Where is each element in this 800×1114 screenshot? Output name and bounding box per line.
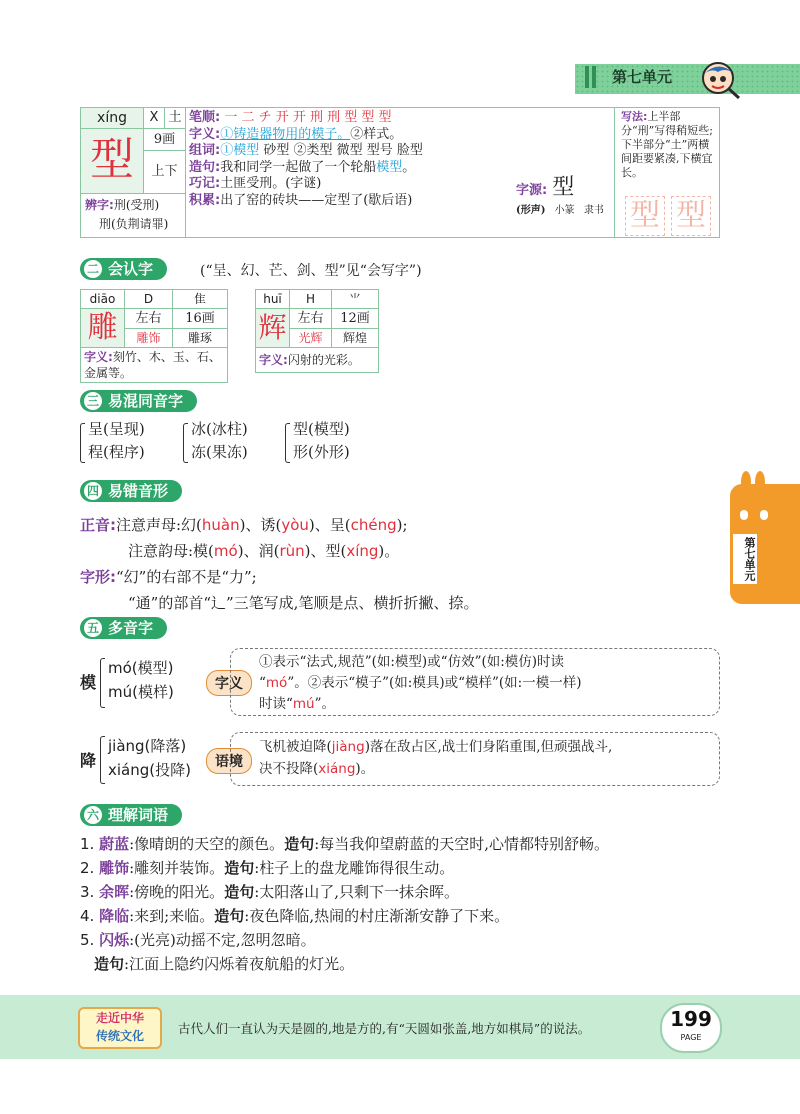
xingsheng-tag: (形声) [516,205,546,216]
text: )。 [378,542,400,560]
section-title: 理解词语 [108,806,169,824]
bianzi-cell [80,193,186,238]
qiaoji-label: 巧记: [189,176,221,191]
unit-side-tab [730,484,800,604]
polyphone-char: 降 [80,751,97,770]
definition: (光亮)动摇不定,忽明忽暗。 [134,931,316,949]
definition: 傍晚的阳光。 [134,883,225,901]
zaoju-label: 造句 [284,835,315,853]
page-number: 199 [670,1007,712,1031]
section-heading [80,480,182,502]
page-label: PAGE [680,1033,702,1042]
radical-letter-cell [143,107,165,129]
ziyuan-char: 型 [552,175,579,200]
badge-line-1: 走近中华 [95,1011,144,1025]
homophone-group [80,418,172,464]
pinyin-red: huàn [201,516,240,534]
text: 飞机被迫降( [259,739,332,755]
item-num: 5. [80,931,95,949]
pinyin-cell [80,107,144,129]
ziyi: 闪射的光彩。 [287,353,360,367]
text: ); [396,516,408,534]
bianzi-2: 刑(负荆请罪) [99,217,169,231]
zaoju-label: 造句 [94,955,125,973]
badge-line-2: 传统文化 [95,1029,144,1043]
unit-title: 第七单元 [612,68,673,86]
list-item: 3. 余晖:傍晚的阳光。造句:太阳落山了,只剩下一抹余晖。 [80,883,460,901]
section-number: 三 [84,392,102,410]
structure: 左右 [297,311,324,326]
jilei-label: 积累: [189,192,221,208]
zaoju-label: 造句 [214,907,245,925]
explanation-box [230,732,720,786]
qiaoji: 土匪受刑。(字谜) [220,176,322,191]
zaoju-label: 造句 [224,859,255,877]
text: ”。 [314,696,336,712]
explanation-box [230,648,720,716]
rabbit-ears-icon [738,470,768,492]
recognize-card-1 [80,289,228,382]
big-char: 辉 [258,311,287,344]
pinyin-red: mó [213,542,238,560]
section-number: 四 [84,482,102,500]
text: )。 [355,761,375,777]
zixing-label: 字形: [80,568,116,586]
definition: 像晴朗的天空的颜色。 [134,835,285,853]
text: 注意韵母:模( [128,542,214,560]
item-num: 4. [80,907,95,925]
bianzi-1: 刑(受刑) [113,198,160,212]
homophone-group [285,418,385,464]
zixing-2: “通”的部首“辶”三笔写成,笔顺是点、横折折撇、捺。 [128,594,479,612]
header-band [575,64,800,94]
item-num: 1. [80,835,95,853]
header-bar-decor [592,66,596,88]
zuci-label: 组词: [189,143,221,158]
side-tab-label: 第七单元 [733,534,757,584]
tag-ziyi: 字义 [206,670,252,696]
section-heading [80,617,167,639]
text: )、润( [237,542,280,560]
writing-char-2: 型 [671,196,711,236]
polyphone-jiang [80,732,720,788]
sentence: 夜色降临,热闹的村庄渐渐安静了下来。 [249,907,510,925]
radical-cell [164,107,186,129]
reading-2: xiáng(投降) [108,761,191,779]
bishun-label: 笔顺: [189,110,221,125]
text: )落在敌占区,战士们身陷重围,但顽强战斗, [364,739,613,755]
section-number: 五 [84,619,102,637]
term: 余晖 [99,883,130,901]
term: 雕饰 [99,859,130,877]
zuci-1: ①模型 [220,143,260,158]
word: 辉煌 [342,331,367,345]
structure: 上下 [151,164,178,179]
jilei: 出了窑的砖块——定型了(歇后语) [220,192,413,208]
xiefa-cell [614,107,720,238]
writing-char-1: 型 [625,196,665,236]
homophone-item: 型(模型) [293,420,350,438]
pinyin-red: yòu [281,516,309,534]
pinyin-red: mú [292,696,315,712]
ziyi-2: ②样式。 [350,126,403,142]
pinyin-red: xíng [346,542,379,560]
pinyin: huī [263,292,282,306]
sentence: 每当我仰望蔚蓝的天空时,心情都特别舒畅。 [319,835,610,853]
homophone-group [183,418,275,464]
strokes-cell [143,128,186,151]
sentence: 太阳落山了,只剩下一抹余晖。 [259,883,460,901]
word-list [80,832,720,976]
strokes: 9画 [153,132,176,147]
big-char: 雕 [87,310,118,345]
pinyin-red: mó [265,675,288,691]
xiefa-text: 上半部分“刑”写得稍短些;下半部分“土”两横间距要紧凑,下横宜长。 [621,110,713,179]
word-red: 光辉 [298,331,323,345]
text: 决不投降( [259,761,319,777]
section-note: (“呈、幻、芒、剑、型”见“会写字”) [200,263,422,279]
xiefa-label: 写法: [621,110,648,123]
reading-2: mú(模样) [108,683,174,701]
zaoju-label: 造句 [224,883,255,901]
radical-letter: D [143,292,154,306]
term: 闪烁 [99,931,130,949]
explanation-line: ①表示“法式,规范”(如:模型)或“仿效”(如:模仿)时读 [259,654,565,670]
char-info-cell [185,107,615,238]
reading-1: mó(模型) [108,659,174,677]
text: )、诱( [239,516,282,534]
tag-yujing: 语境 [206,748,252,774]
text: 注意声母:幻( [116,516,202,534]
header-bar-decor [585,66,589,88]
homophone-item: 形(外形) [293,443,350,461]
radical: 隹 [193,292,206,306]
recognize-card-2 [255,289,379,382]
zixing-1: “幻”的右部不是“力”; [116,568,257,586]
ziyi-1: ①铸造器物用的模子。 [220,126,351,142]
radical-letter: H [305,292,316,306]
ziyi: 刻竹、木、玉、石、金属等。 [84,350,221,380]
big-char: 型 [90,134,134,185]
item-num: 3. [80,883,95,901]
main-char-card [80,107,720,238]
section-heading [80,804,182,826]
error-notes [80,512,640,616]
reading-1: jiàng(降落) [108,737,187,755]
section-number: 六 [84,806,102,824]
big-char-cell [80,128,144,194]
zaoju-label: 造句: [189,159,221,175]
homophone-list [80,418,400,466]
section-title: 易混同音字 [108,392,184,410]
zuci-rest: 砂型 ②类型 微型 型号 脸型 [263,143,423,158]
pinyin-red: rùn [279,542,305,560]
ziyuan-block [516,170,614,216]
definition: 雕刻并装饰。 [134,859,225,877]
pinyin-red: chéng [350,516,397,534]
text: “ [259,675,266,691]
item-num: 2. [80,859,95,877]
homophone-item: 冰(冰柱) [191,420,248,438]
bianzi-label: 辨字: [85,198,114,212]
section-heading [80,390,197,412]
section-title: 易错音形 [108,482,169,500]
footer-text: 古代人们一直认为天是圆的,地是方的,有“天圆如张盖,地方如棋局”的说法。 [178,1021,591,1036]
text: )、呈( [308,516,351,534]
list-item: 造句:江面上隐约闪烁着夜航船的灯光。 [94,955,355,973]
pinyin: xíng [97,110,127,126]
pinyin: diāo [89,292,116,306]
section-title: 会认字 [108,260,154,278]
sentence: 柱子上的盘龙雕饰得很生动。 [259,859,455,877]
xiaozhuan-label: 小篆 [554,205,575,216]
ziyi-label: 字义: [259,353,288,367]
text: 时读“ [259,696,293,712]
list-item: 2. 雕饰:雕刻并装饰。造句:柱子上的盘龙雕饰得很生动。 [80,859,455,877]
sentence: 江面上隐约闪烁着夜航船的灯光。 [129,955,355,973]
pinyin-red: xiáng [318,761,356,777]
polyphone-char: 模 [80,673,97,692]
structure: 左右 [135,311,162,326]
pinyin-red: jiàng [331,739,365,755]
mascot-magnifier-icon [698,60,742,100]
section-number: 二 [84,260,102,278]
structure-cell [143,150,186,194]
text: )、型( [304,542,347,560]
polyphone-mo [80,648,720,718]
strokes: 16画 [185,311,215,326]
homophone-item: 冻(果冻) [191,443,248,461]
word: 雕琢 [187,331,212,345]
text: ”。②表示“模子”(如:模具)或“模样”(如:一模一样) [287,675,582,691]
ziyi-label: 字义: [84,350,113,364]
list-item: 1. 蔚蓝:像晴朗的天空的颜色。造句:每当我仰望蔚蓝的天空时,心情都特别舒畅。 [80,835,610,853]
culture-badge [78,1007,162,1049]
strokes: 12画 [340,311,370,326]
radical-letter: X [149,110,159,125]
homophone-item: 呈(呈现) [88,420,145,438]
section-heading [80,258,167,280]
ziyuan-label: 字源: [516,183,548,198]
zaoju-end: 。 [402,159,416,175]
list-item: 5. 闪烁:(光亮)动摇不定,忽明忽暗。 [80,931,316,949]
list-item: 4. 降临:来到;来临。造句:夜色降临,热闹的村庄渐渐安静了下来。 [80,907,510,925]
radical: ⺌ [348,292,361,306]
ziyi-label: 字义: [189,126,221,142]
zaoju-pre: 我和同学一起做了一个轮船 [220,159,377,175]
zhengyin-label: 正音: [80,516,116,534]
word-red: 雕饰 [136,331,161,345]
zaoju-word: 模型 [376,159,403,175]
definition: 来到;来临。 [134,907,215,925]
term: 降临 [99,907,130,925]
homophone-item: 程(程序) [88,443,145,461]
lishu-label: 隶书 [583,205,604,216]
section-title: 多音字 [108,619,154,637]
bishun: 一 二 チ 开 开 刑 刑 型 型 型 [224,110,392,125]
term: 蔚蓝 [99,835,130,853]
radical: 土 [168,110,182,125]
page-number-badge [660,1003,722,1053]
